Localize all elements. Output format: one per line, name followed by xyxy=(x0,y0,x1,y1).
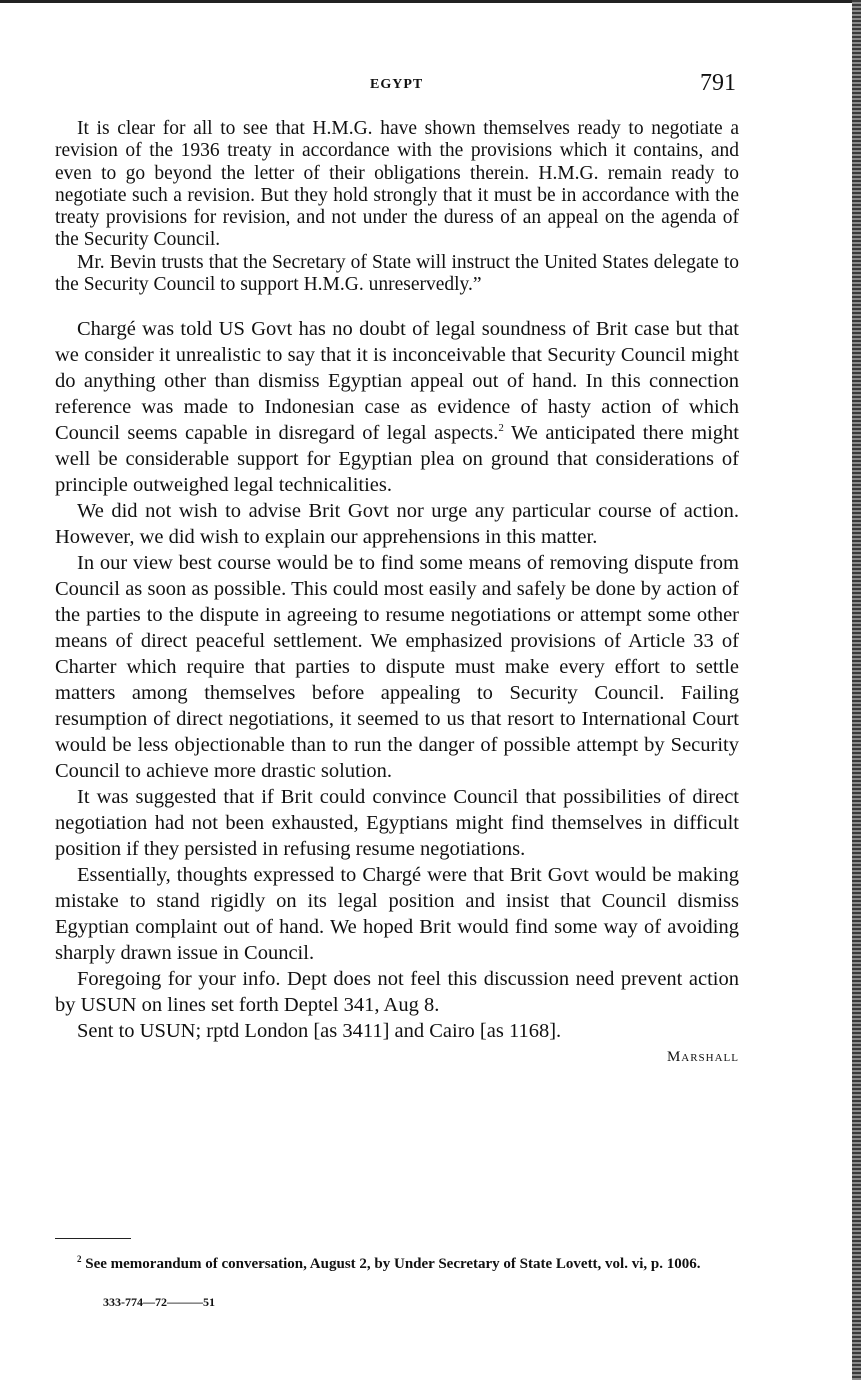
footnote-text: See memorandum of conversation, August 2, by Under Secretary of State Lovett, vol. vi, p. 1006. xyxy=(85,1256,701,1272)
running-title: EGYPT xyxy=(370,77,424,92)
quoted-paragraph-2: Mr. Bevin trusts that the Secretary of State will instruct the United States delegate to the Security Council to support H.M.G. unreservedly.” xyxy=(55,251,739,296)
top-edge-rule xyxy=(0,0,861,3)
body-paragraph-2: We did not wish to advise Brit Govt nor urge any particular course of action. However, we did wish to explain our apprehensions in this matter. xyxy=(55,500,739,549)
body-paragraph-6: Foregoing for your info. Dept does not feel this discussion need prevent action by USUN on lines set forth Deptel 341, Aug 8. xyxy=(55,968,739,1017)
body-paragraph-5: Essentially, thoughts expressed to Chargé were that Brit Govt would be making mistake to stand rigidly on its legal position and insist that Council dismiss Egyptian complaint out of hand. We hoped Brit would find some way of avoiding sharply drawn issue in Council. xyxy=(55,864,739,965)
footnote-rule xyxy=(55,1238,131,1239)
body-paragraph-1 xyxy=(55,316,739,498)
body-paragraph-4: It was suggested that if Brit could convince Council that possibilities of direct negotiation had not been exhausted, Egyptians might find themselves in difficult position if they persisted in refusing resume negotiations. xyxy=(55,786,739,861)
footnote-marker: 2 xyxy=(77,1254,82,1264)
body-paragraph-1-text: Chargé was told US Govt has no doubt of legal soundness of Brit case but that we consider it unrealistic to say that it is inconceivable that Security Council might do anything other than dismiss Egyptian appeal out of hand. In this connection reference was made to Indonesian case as evidence of hasty action of which Council seems capable in disregard of legal aspects. xyxy=(55,318,739,445)
page-binding-edge xyxy=(852,0,861,1380)
body-paragraph-1-continuation: We anticipated there might well be considerable support for Egyptian plea on ground that considerations of principle outweighed legal technicalities. xyxy=(55,422,740,497)
printer-imprint: 333-774—72———51 xyxy=(103,1295,215,1309)
main-text xyxy=(55,118,739,1068)
body-paragraph-7: Sent to USUN; rptd London [as 3411] and Cairo [as 1168]. xyxy=(77,1020,562,1043)
page-number: 791 xyxy=(700,70,736,96)
footnote xyxy=(55,1250,739,1274)
running-head xyxy=(0,70,861,100)
body-paragraph-3: In our view best course would be to find some means of removing dispute from Council as soon as possible. This could most easily and safely be done by action of the parties to the dispute in agreeing to resume negotiations or attempt some other means of direct peaceful settlement. We emphasized provisions of Article 33 of Charter which require that parties to dispute must make every effort to settle matters among themselves before appealing to Security Council. Failing resumption of direct negotiations, it seemed to us that resort to International Court would be less objectionable than to run the danger of possible attempt by Security Council to achieve more drastic solution. xyxy=(55,552,739,783)
quoted-paragraph-1: It is clear for all to see that H.M.G. have shown themselves ready to negotiate a revision of the 1936 treaty in accordance with the provisions which it contains, and even to go beyond the letter of their obligations therein. H.M.G. remain ready to negotiate such a revision. But they hold strongly that it must be in accordance with the treaty provisions for revision, and not under the duress of an appeal on the agenda of the Security Council. xyxy=(55,118,739,251)
footnote-reference: 2 xyxy=(498,422,504,435)
signature: Marshall xyxy=(666,1049,739,1066)
